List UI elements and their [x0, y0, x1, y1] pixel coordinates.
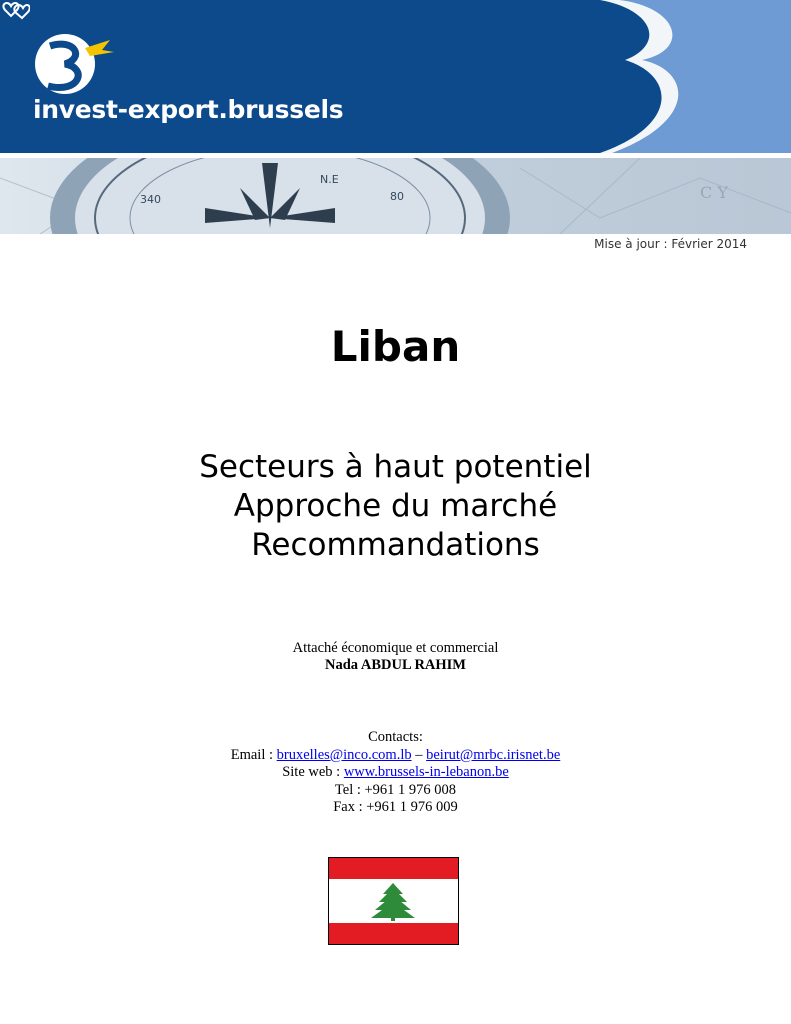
email-separator: – — [411, 746, 427, 763]
svg-text:340: 340 — [140, 193, 161, 206]
subtitle-line: Approche du marché — [233, 488, 558, 524]
attache-role: Attaché économique et commercial — [292, 640, 499, 656]
update-date: Mise à jour : Février 2014 — [594, 237, 747, 251]
brand-name: invest-export.brussels — [33, 95, 344, 124]
site-label: Site web : — [282, 764, 344, 780]
svg-text:C Y: C Y — [700, 183, 728, 202]
heart-icon — [0, 0, 30, 20]
email-link-2[interactable]: beirut@mrbc.irisnet.be — [426, 746, 561, 763]
subtitle-line: Secteurs à haut potentiel — [199, 449, 592, 485]
lebanon-flag — [328, 857, 459, 945]
subtitle-block — [0, 448, 791, 565]
attache-name: Nada ABDUL RAHIM — [325, 657, 466, 673]
fax-line: Fax : +961 1 976 009 — [333, 799, 458, 815]
tel-line: Tel : +961 1 976 008 — [334, 781, 457, 798]
subtitle-line: Recommandations — [251, 527, 540, 563]
contacts-block — [0, 729, 791, 817]
page-title: Liban — [330, 322, 461, 371]
svg-text:80: 80 — [390, 190, 404, 203]
site-line — [0, 764, 791, 782]
flag-graphic — [329, 858, 458, 944]
compass-photo — [0, 158, 791, 234]
bird-icon — [85, 40, 114, 56]
compass-image — [0, 158, 791, 234]
email-label: Email : — [230, 746, 277, 763]
email-link-1[interactable]: bruxelles@inco.com.lb — [276, 746, 412, 763]
svg-text:N.E: N.E — [320, 173, 339, 186]
header-banner — [0, 0, 791, 153]
contacts-heading: Contacts: — [368, 729, 423, 745]
email-line — [0, 747, 791, 765]
attache-info — [0, 640, 791, 674]
website-link[interactable]: www.brussels-in-lebanon.be — [343, 764, 509, 780]
